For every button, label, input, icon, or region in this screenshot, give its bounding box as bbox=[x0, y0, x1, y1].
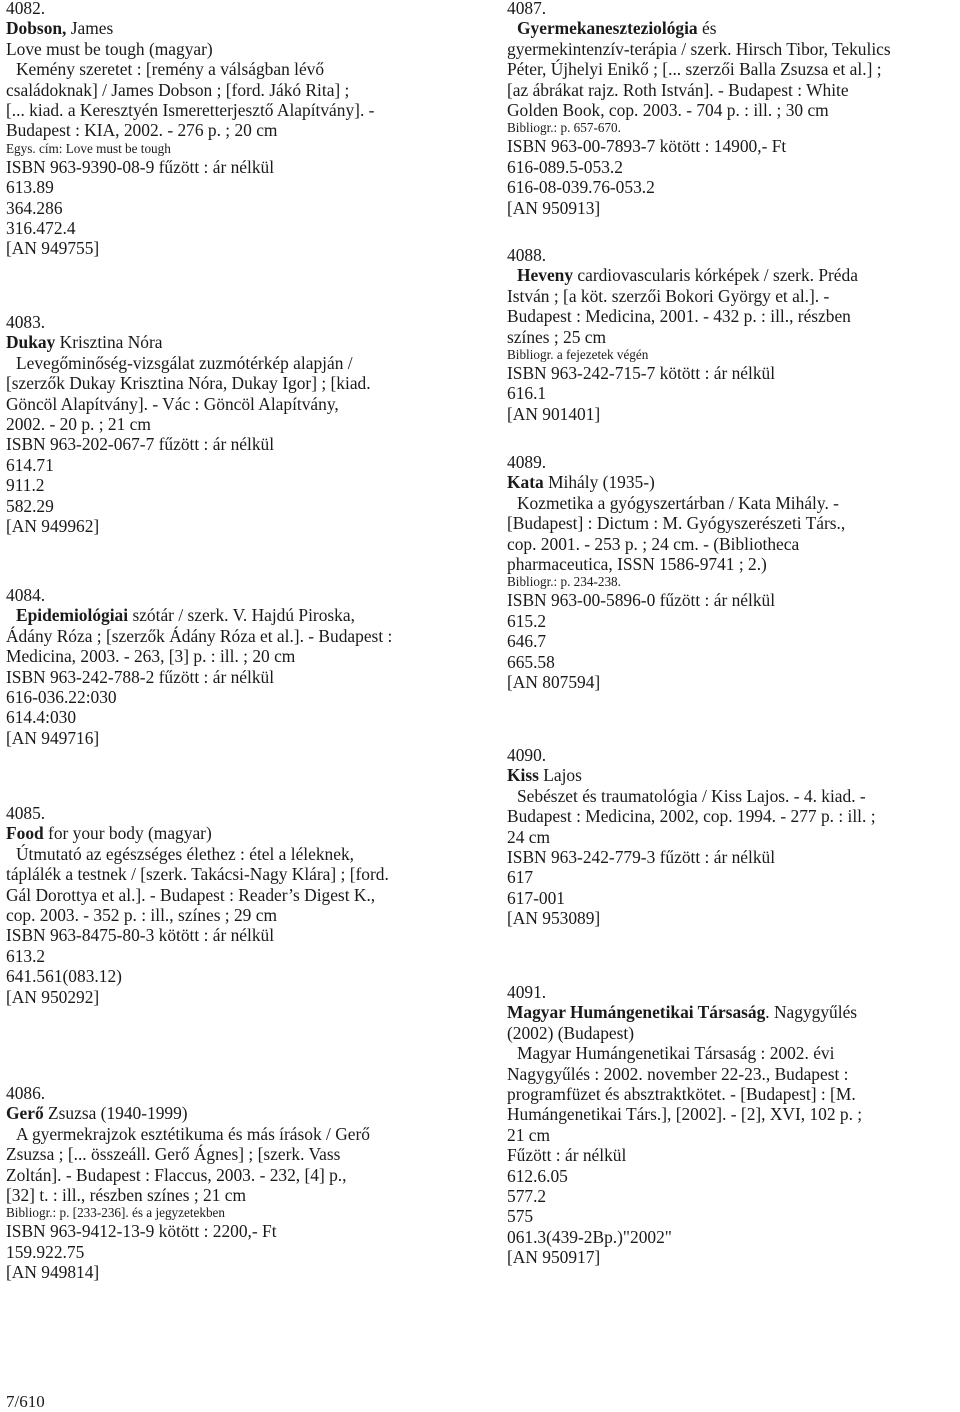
entry-line: [AN 949755] bbox=[6, 238, 100, 259]
entry-line: 21 cm bbox=[507, 1124, 550, 1145]
entry-line: [AN 949962] bbox=[6, 516, 100, 537]
entry-number: 4084. bbox=[6, 585, 46, 605]
entry-line: Magyar Humángenetikai Társaság : 2002. évi bbox=[517, 1043, 835, 1064]
entry-heading-bold: Kata bbox=[507, 472, 544, 493]
entry-line: 2002. - 20 p. ; 21 cm bbox=[6, 414, 151, 435]
entry-line: ISBN 963-9390-08-9 fűzött : ár nélkül bbox=[6, 156, 275, 177]
entry-line: A gyermekrajzok esztétikuma és más írások / Gerő bbox=[16, 1123, 370, 1144]
entry-heading-bold: Magyar Humángenetikai Társaság bbox=[507, 1002, 766, 1023]
entry-line: 613.89 bbox=[6, 177, 54, 198]
entry-note: Bibliogr. a fejezetek végén bbox=[507, 347, 649, 363]
entry-heading-bold: Dukay bbox=[6, 332, 56, 353]
entry-line: 24 cm bbox=[507, 826, 550, 847]
entry-line: Golden Book, cop. 2003. - 704 p. : ill. ; 30 cm bbox=[507, 100, 829, 121]
page-number: 7/610 bbox=[6, 1392, 45, 1411]
entry-number: 4086. bbox=[6, 1083, 46, 1103]
entry-note: Bibliogr.: p. 657-670. bbox=[507, 120, 621, 136]
entry-line: Zsuzsa ; [... összeáll. Gerő Ágnes] ; [szerk. Vass bbox=[6, 1144, 341, 1165]
entry-line: Budapest : KIA, 2002. - 276 p. ; 20 cm bbox=[6, 120, 278, 141]
entry-heading bbox=[6, 332, 371, 352]
entry-heading-rest: Zsuzsa (1940-1999) bbox=[43, 1103, 188, 1124]
entry-heading-bold: Heveny bbox=[517, 265, 574, 286]
entry-line: Fűzött : ár nélkül bbox=[507, 1145, 627, 1166]
entry-line: 646.7 bbox=[507, 631, 547, 652]
entry-heading-bold: Epidemiológiai bbox=[16, 605, 129, 626]
entry-line: 616.1 bbox=[507, 383, 547, 404]
entry-line: gyermekintenzív-terápia / szerk. Hirsch Tibor, Tekulics bbox=[507, 38, 891, 59]
entry-line: Medicina, 2003. - 263, [3] p. : ill. ; 20 cm bbox=[6, 646, 296, 667]
entry-number: 4089. bbox=[507, 452, 547, 472]
entry-line: 613.2 bbox=[6, 945, 46, 966]
entry-heading bbox=[507, 265, 858, 285]
catalog-entry bbox=[507, 452, 845, 692]
entry-heading-rest: Lajos bbox=[538, 765, 582, 786]
entry-line: 614.71 bbox=[6, 454, 54, 475]
entry-line: táplálék a testnek / [szerk. Takácsi-Nagy Klára] ; [ford. bbox=[6, 864, 389, 885]
entry-line: Love must be tough (magyar) bbox=[6, 38, 213, 59]
catalog-entry bbox=[507, 982, 862, 1268]
entry-line: 316.472.4 bbox=[6, 218, 76, 239]
entry-line: 616-08-039.76-053.2 bbox=[507, 177, 655, 198]
entry-heading bbox=[6, 18, 374, 38]
entry-line: Humángenetikai Társ.], [2002]. - [2], XVI, 102 p. ; bbox=[507, 1104, 863, 1125]
entry-line: 617 bbox=[507, 867, 534, 888]
entry-number: 4085. bbox=[6, 803, 46, 823]
entry-heading bbox=[6, 823, 389, 843]
entry-note: Bibliogr.: p. 234-238. bbox=[507, 574, 621, 590]
entry-heading-rest: for your body (magyar) bbox=[43, 823, 212, 844]
entry-heading-rest: szótár / szerk. V. Hajdú Piroska, bbox=[128, 605, 355, 626]
entry-note: Egys. cím: Love must be tough bbox=[6, 140, 171, 156]
entry-line: Kemény szeretet : [remény a válságban lévő bbox=[16, 59, 325, 80]
entry-line: 641.561(083.12) bbox=[6, 966, 122, 987]
entry-line: 061.3(439-2Bp.)"2002" bbox=[507, 1226, 672, 1247]
entry-heading-rest: Krisztina Nóra bbox=[55, 332, 163, 353]
entry-line: Nagygyűlés : 2002. november 22-23., Budapest : bbox=[507, 1063, 849, 1084]
entry-heading bbox=[507, 18, 891, 38]
entry-line: [szerzők Dukay Krisztina Nóra, Dukay Igor] ; [kiad. bbox=[6, 373, 371, 394]
entry-number: 4090. bbox=[507, 745, 547, 765]
entry-heading-rest: cardiovascularis kórképek / szerk. Préda bbox=[573, 265, 858, 286]
entry-line: [AN 901401] bbox=[507, 403, 601, 424]
entry-line: [AN 950913] bbox=[507, 197, 601, 218]
entry-heading-bold: Gyermekaneszteziológia bbox=[517, 18, 698, 39]
entry-line: ISBN 963-242-715-7 kötött : ár nélkül bbox=[507, 363, 776, 384]
entry-heading-rest: James bbox=[66, 18, 114, 39]
entry-line: ISBN 963-242-788-2 fűzött : ár nélkül bbox=[6, 666, 275, 687]
entry-line: [AN 950917] bbox=[507, 1247, 601, 1268]
entry-line: Sebészet és traumatológia / Kiss Lajos. - 4. kiad. - bbox=[517, 785, 866, 806]
entry-heading-rest: és bbox=[697, 18, 717, 39]
entry-heading bbox=[507, 472, 845, 492]
entry-line: (2002) (Budapest) bbox=[507, 1022, 635, 1043]
entry-line: [32] t. : ill., részben színes ; 21 cm bbox=[6, 1185, 247, 1206]
entry-number: 4091. bbox=[507, 982, 547, 1002]
entry-line: [az ábrákat rajz. Roth István]. - Budapest : White bbox=[507, 79, 849, 100]
entry-number: 4088. bbox=[507, 245, 547, 265]
entry-line: 577.2 bbox=[507, 1186, 547, 1207]
catalog-entry bbox=[6, 312, 371, 536]
entry-heading bbox=[6, 605, 392, 625]
entry-line: 614.4:030 bbox=[6, 707, 77, 728]
entry-line: 612.6.05 bbox=[507, 1165, 568, 1186]
entry-line: 159.922.75 bbox=[6, 1241, 85, 1262]
catalog-entry bbox=[507, 245, 858, 424]
entry-line: ISBN 963-202-067-7 fűzött : ár nélkül bbox=[6, 434, 275, 455]
entry-line: 665.58 bbox=[507, 651, 555, 672]
entry-line: 616-036.22:030 bbox=[6, 687, 117, 708]
entry-line: programfüzet és absztraktkötet. - [Budapest] : [M. bbox=[507, 1084, 856, 1105]
entry-line: [... kiad. a Keresztyén Ismeretterjesztő Alapítvány]. - bbox=[6, 100, 375, 121]
entry-line: Göncöl Alapítvány]. - Vác : Göncöl Alapítvány, bbox=[6, 393, 339, 414]
entry-line: ISBN 963-00-7893-7 kötött : 14900,- Ft bbox=[507, 136, 787, 157]
entry-heading bbox=[6, 1103, 370, 1123]
entry-heading-bold: Kiss bbox=[507, 765, 539, 786]
entry-number: 4083. bbox=[6, 312, 46, 332]
catalog-entry bbox=[6, 585, 392, 748]
entry-line: Ádány Róza ; [szerzők Ádány Róza et al.]. - Budapest : bbox=[6, 625, 393, 646]
catalog-entry bbox=[6, 1083, 370, 1283]
entry-line: Budapest : Medicina, 2001. - 432 p. : ill., részben bbox=[507, 306, 851, 327]
catalog-entry bbox=[507, 0, 891, 218]
entry-line: [Budapest] : Dictum : M. Gyógyszerészeti Társ., bbox=[507, 513, 846, 534]
catalog-entry bbox=[507, 745, 876, 929]
entry-heading-bold: Dobson, bbox=[6, 18, 67, 39]
entry-heading-rest: . Nagygyűlés bbox=[765, 1002, 858, 1023]
entry-line: 911.2 bbox=[6, 475, 45, 496]
entry-line: Útmutató az egészséges élethez : étel a léleknek, bbox=[16, 843, 354, 864]
entry-number: 4082. bbox=[6, 0, 46, 18]
entry-line: 616-089.5-053.2 bbox=[507, 156, 623, 177]
entry-line: 582.29 bbox=[6, 495, 54, 516]
entry-heading-bold: Food bbox=[6, 823, 44, 844]
entry-line: 575 bbox=[507, 1206, 534, 1227]
entry-line: cop. 2003. - 352 p. : ill., színes ; 29 cm bbox=[6, 905, 277, 926]
entry-heading-bold: Gerő bbox=[6, 1103, 44, 1124]
entry-line: színes ; 25 cm bbox=[507, 326, 607, 347]
entry-line: családoknak] / James Dobson ; [ford. Jákó Rita] ; bbox=[6, 79, 350, 100]
entry-line: pharmaceutica, ISSN 1586-9741 ; 2.) bbox=[507, 554, 767, 575]
entry-line: Zoltán]. - Budapest : Flaccus, 2003. - 232, [4] p., bbox=[6, 1164, 347, 1185]
entry-line: Kozmetika a gyógyszertárban / Kata Mihály. - bbox=[517, 492, 839, 513]
entry-line: ISBN 963-8475-80-3 kötött : ár nélkül bbox=[6, 925, 275, 946]
entry-note: Bibliogr.: p. [233-236]. és a jegyzetekben bbox=[6, 1205, 226, 1221]
entry-line: 617-001 bbox=[507, 887, 565, 908]
catalog-entry bbox=[6, 0, 374, 259]
entry-heading-rest: Mihály (1935-) bbox=[543, 472, 655, 493]
entry-line: István ; [a köt. szerzői Bokori György et al.]. - bbox=[507, 285, 830, 306]
entry-line: [AN 950292] bbox=[6, 986, 100, 1007]
entry-line: Levegőminőség-vizsgálat zuzmótérkép alapján / bbox=[16, 352, 353, 373]
entry-line: ISBN 963-242-779-3 fűzött : ár nélkül bbox=[507, 847, 776, 868]
entry-line: ISBN 963-9412-13-9 kötött : 2200,- Ft bbox=[6, 1221, 277, 1242]
catalog-entry bbox=[6, 803, 389, 1007]
entry-line: cop. 2001. - 253 p. ; 24 cm. - (Bibliotheca bbox=[507, 533, 800, 554]
entry-number: 4087. bbox=[507, 0, 547, 18]
entry-line: 615.2 bbox=[507, 610, 547, 631]
entry-heading bbox=[507, 1002, 862, 1022]
entry-line: Gál Dorottya et al.]. - Budapest : Reader’s Digest K., bbox=[6, 884, 376, 905]
entry-line: [AN 949716] bbox=[6, 727, 100, 748]
entry-line: [AN 949814] bbox=[6, 1262, 100, 1283]
entry-line: Budapest : Medicina, 2002, cop. 1994. - 277 p. : ill. ; bbox=[507, 806, 876, 827]
entry-heading bbox=[507, 765, 876, 785]
entry-line: ISBN 963-00-5896-0 fűzött : ár nélkül bbox=[507, 590, 776, 611]
entry-line: 364.286 bbox=[6, 197, 63, 218]
entry-line: Péter, Újhelyi Enikő ; [... szerzői Balla Zsuzsa et al.] ; bbox=[507, 59, 882, 80]
entry-line: [AN 953089] bbox=[507, 908, 601, 929]
entry-line: [AN 807594] bbox=[507, 672, 601, 693]
